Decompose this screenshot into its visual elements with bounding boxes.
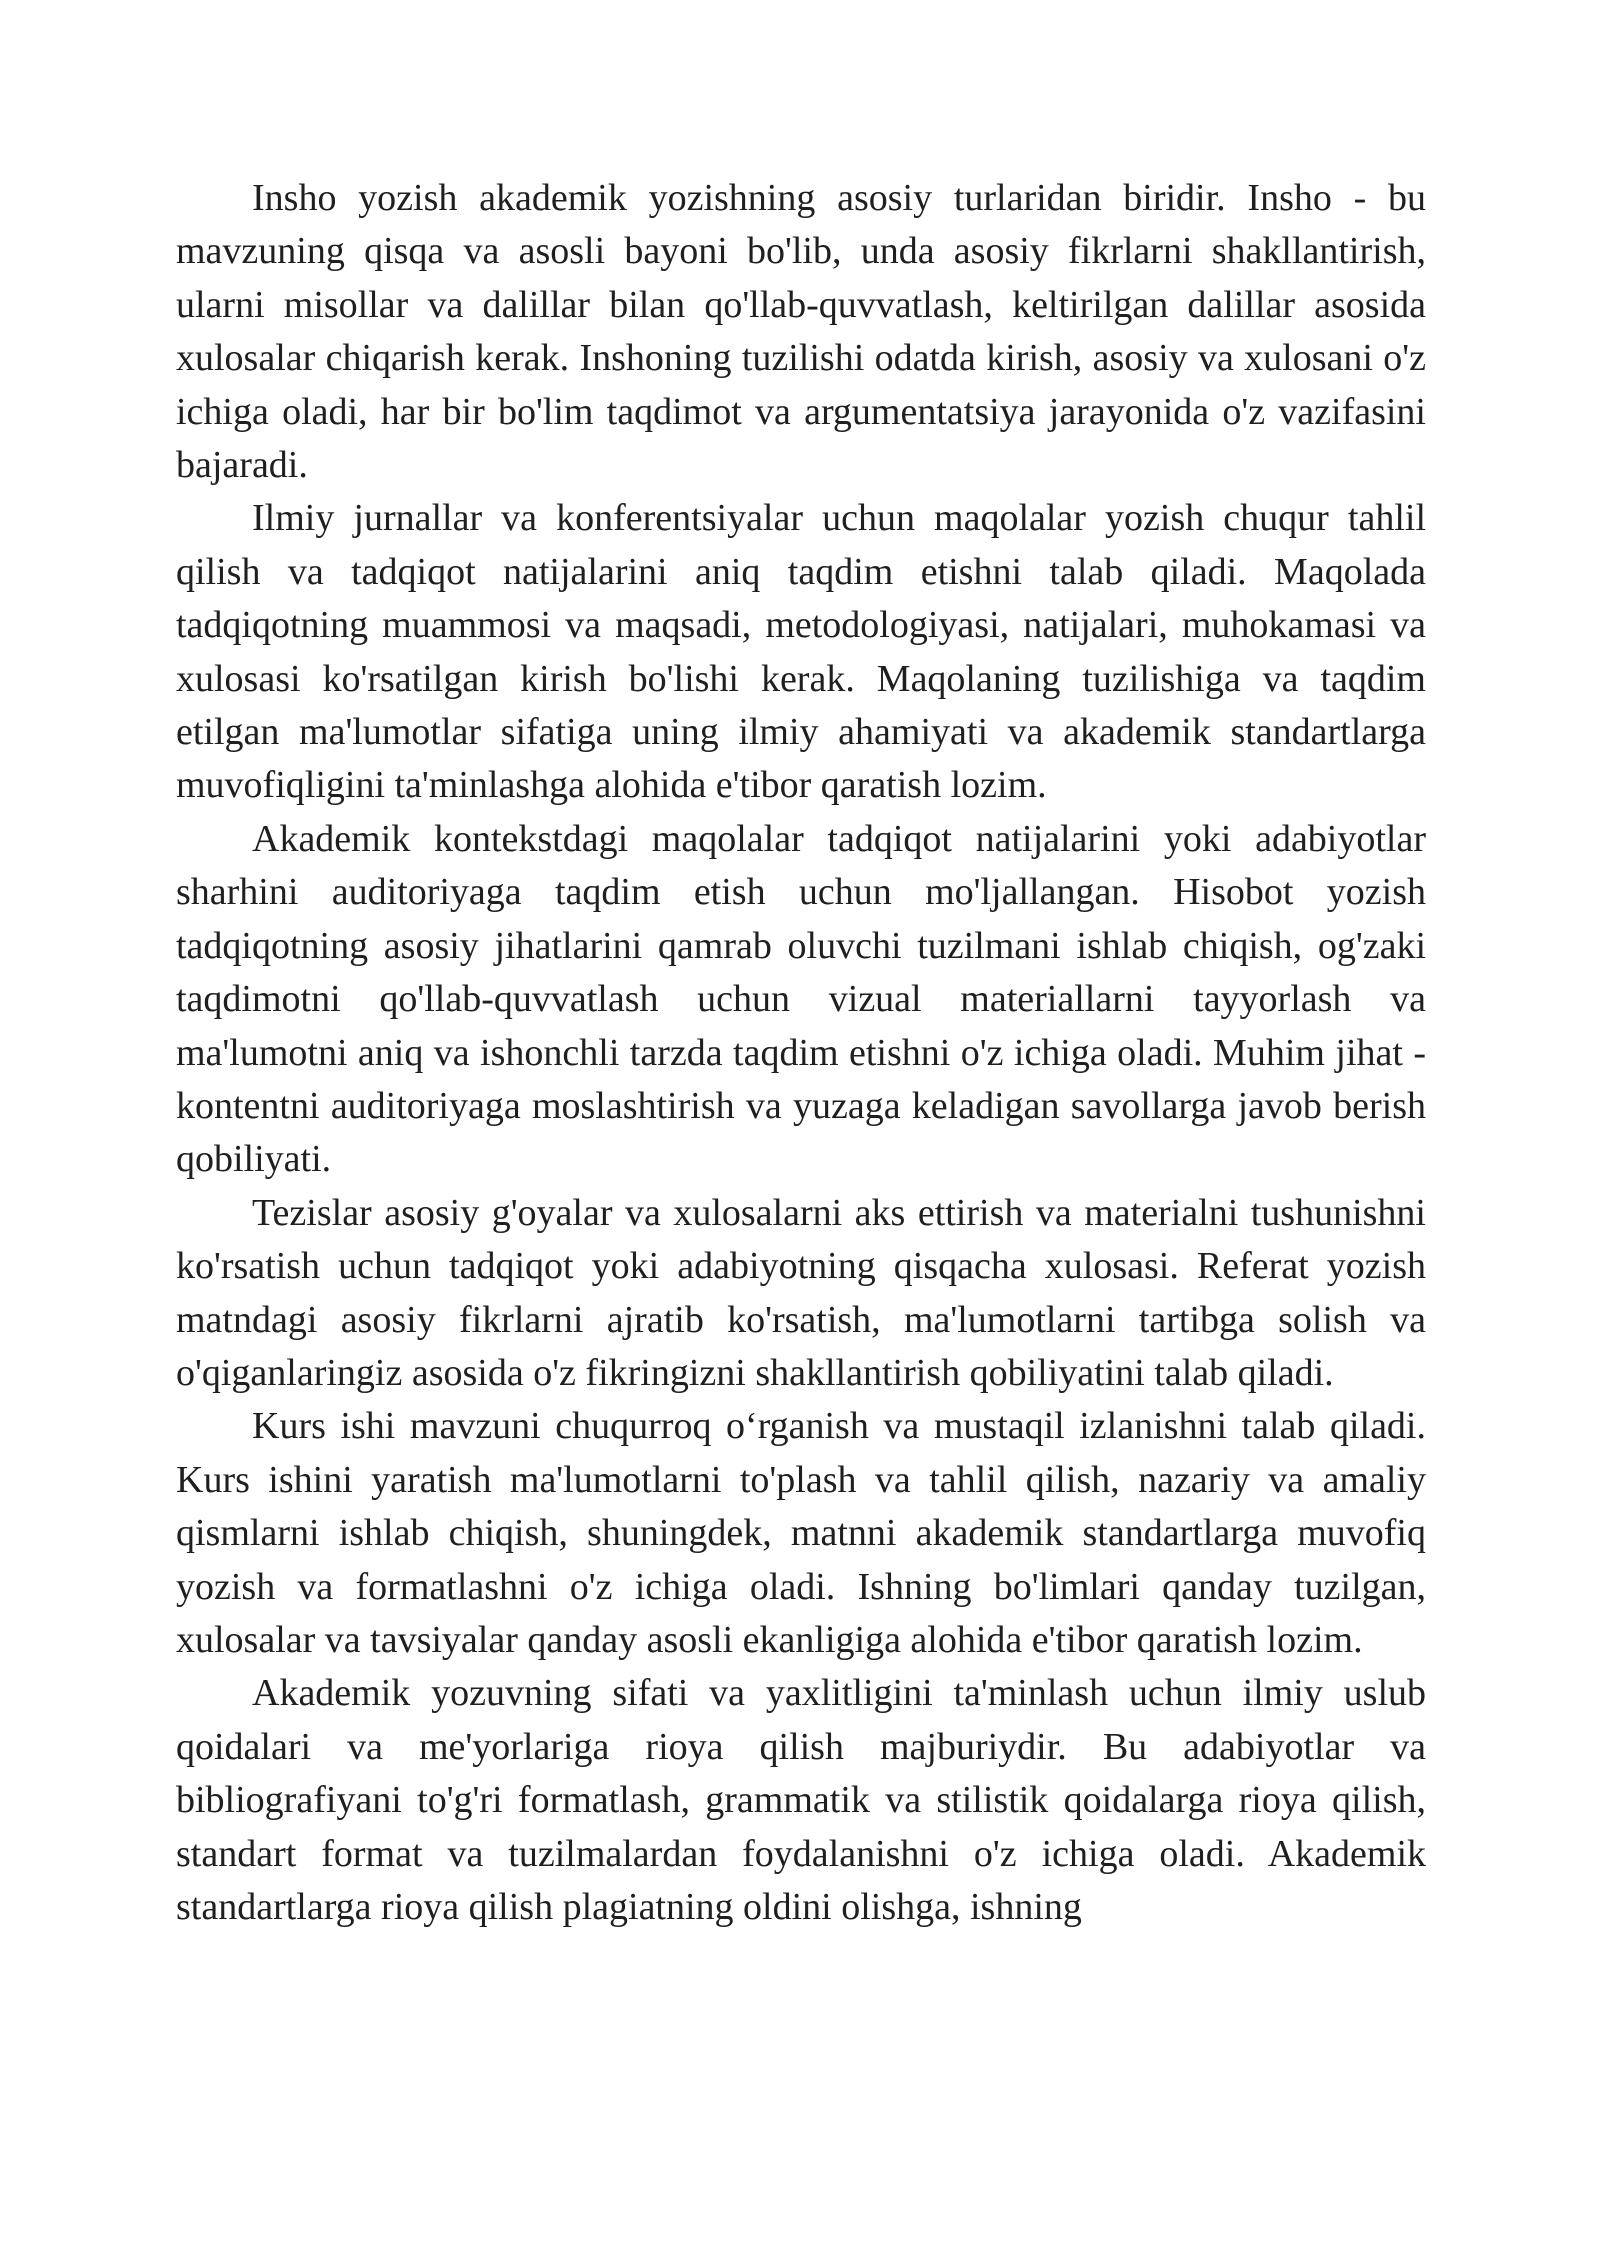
paragraph-academic-standards: Akademik yozuvning sifati va yaxlitligini ta'minlash uchun ilmiy uslub qoidalari va me'yorlariga rioya qilish majburiydir. Bu adabiyotlar va bibliografiyani to'g'ri formatlash, grammatik va stilistik qoidalarga rioya qilish, standart format va tuzilmalardan foydalanishni o'z ichiga oladi. Akademik standartlarga rioya qilish plagiatning oldini olishga, ishning <box>176 1672 1426 1928</box>
paragraph-theses-abstracts: Tezislar asosiy g'oyalar va xulosalarni aks ettirish va materialni tushunishni ko'rsatish uchun tadqiqot yoki adabiyotning qisqacha xulosasi. Referat yozish matndagi asosiy fikrlarni ajratib ko'rsatish, ma'lumotlarni tartibga solish va o'qiganlaringiz asosida o'z fikringizni shakllantirish qobiliyatini talab qiladi. <box>176 1191 1426 1394</box>
paragraph-essay-writing: Insho yozish akademik yozishning asosiy turlaridan biridir. Insho - bu mavzuning qisqa va asosli bayoni bo'lib, unda asosiy fikrlarni shakllantirish, ularni misollar va dalillar bilan qo'llab-quvvatlash, keltirilgan dalillar asosida xulosalar chiqarish kerak. Inshoning tuzilishi odatda kirish, asosiy va xulosani o'z ichiga oladi, har bir bo'lim taqdimot va argumentatsiya jarayonida o'z vazifasini bajaradi. <box>176 177 1426 487</box>
document-body <box>176 172 1426 1934</box>
paragraph-course-work: Kurs ishi mavzuni chuqurroq o‘rganish va mustaqil izlanishni talab qiladi. Kurs ishini yaratish ma'lumotlarni to'plash va tahlil qilish, nazariy va amaliy qismlarni ishlab chiqish, shuningdek, matnni akademik standartlarga muvofiq yozish va formatlashni o'z ichiga oladi. Ishning bo'limlari qanday tuzilgan, xulosalar va tavsiyalar qanday asosli ekanligiga alohida e'tibor qaratish lozim. <box>176 1405 1426 1661</box>
paragraph-academic-reports: Akademik kontekstdagi maqolalar tadqiqot natijalarini yoki adabiyotlar sharhini auditoriyaga taqdim etish uchun mo'ljallangan. Hisobot yozish tadqiqotning asosiy jihatlarini qamrab oluvchi tuzilmani ishlab chiqish, og'zaki taqdimotni qo'llab-quvvatlash uchun vizual materiallarni tayyorlash va ma'lumotni aniq va ishonchli tarzda taqdim etishni o'z ichiga oladi. Muhim jihat - kontentni auditoriyaga moslashtirish va yuzaga keladigan savollarga javob berish qobiliyati. <box>176 817 1426 1181</box>
paragraph-journal-articles: Ilmiy jurnallar va konferentsiyalar uchun maqolalar yozish chuqur tahlil qilish va tadqiqot natijalarini aniq taqdim etishni talab qiladi. Maqolada tadqiqotning muammosi va maqsadi, metodologiyasi, natijalari, muhokamasi va xulosasi ko'rsatilgan kirish bo'lishi kerak. Maqolaning tuzilishiga va taqdim etilgan ma'lumotlar sifatiga uning ilmiy ahamiyati va akademik standartlarga muvofiqligini ta'minlashga alohida e'tibor qaratish lozim. <box>176 497 1426 807</box>
